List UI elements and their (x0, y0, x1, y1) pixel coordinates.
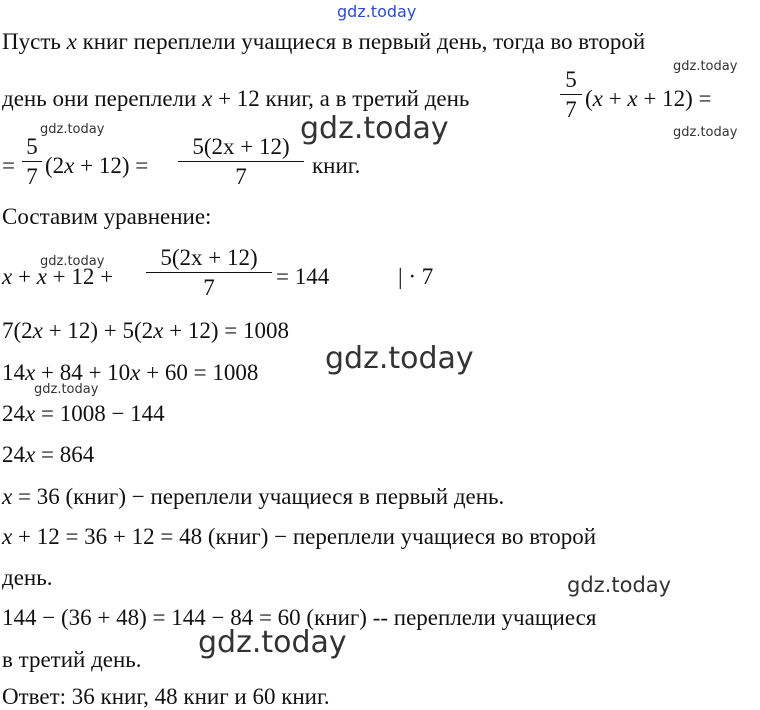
watermark-small: gdz.today (34, 382, 99, 397)
equation-line-7: 14x + 84 + 10x + 60 = 1008 (2, 360, 259, 385)
multiply-marker: | · 7 (398, 264, 434, 289)
text-line-12: день. (2, 565, 53, 590)
text-line-2: день они переплели x + 12 книг, а в третий день (2, 86, 470, 111)
watermark-large: gdz.today (325, 341, 474, 376)
text-line-14: в третий день. (2, 647, 142, 672)
watermark-medium: gdz.today (567, 573, 672, 597)
fraction-5-7: 5 7 (22, 135, 42, 188)
watermark-top: gdz.today (337, 2, 417, 21)
fraction-5-7: 5 7 (560, 68, 582, 121)
watermark-large: gdz.today (300, 111, 449, 146)
watermark-small: gdz.today (673, 125, 738, 140)
watermark-small: gdz.today (40, 254, 105, 269)
text-line-3-books: книг. (312, 153, 361, 178)
text-line-4: Составим уравнение: (2, 204, 212, 229)
fraction-5-2x12-over-7: 5(2x + 12) 7 (146, 246, 272, 299)
equation-line-8: 24x = 1008 − 144 (2, 401, 165, 426)
text-line-13: 144 − (36 + 48) = 144 − 84 = 60 (книг) -- переплели учащиеся (2, 605, 597, 630)
watermark-large: gdz.today (198, 625, 347, 660)
fraction-5-2x12-over-7: 5(2x + 12) 7 (178, 135, 304, 188)
text-line-11: x + 12 = 36 + 12 = 48 (книг) − переплели учащиеся во второй (2, 524, 597, 549)
equation-line-9: 24x = 864 (2, 442, 95, 467)
text-line-2-tail: (x + x + 12) = (585, 86, 712, 111)
answer-line: Ответ: 36 книг, 48 книг и 60 книг. (2, 684, 330, 709)
watermark-small: gdz.today (40, 122, 105, 137)
text-line-10: x = 36 (книг) − переплели учащиеся в первый день. (2, 484, 505, 509)
text-line-3-eq: = (2, 153, 15, 178)
equation-line-5: x + x + 12 + (2, 264, 114, 289)
watermark-small: gdz.today (673, 59, 738, 74)
equation-line-6: 7(2x + 12) + 5(2x + 12) = 1008 (2, 318, 289, 343)
equation-line-5-rhs: = 144 (276, 264, 330, 289)
text-line-1: Пусть x книг переплели учащиеся в первый день, тогда во второй (2, 29, 646, 54)
text-line-3-mid: (2x + 12) = (45, 153, 149, 178)
